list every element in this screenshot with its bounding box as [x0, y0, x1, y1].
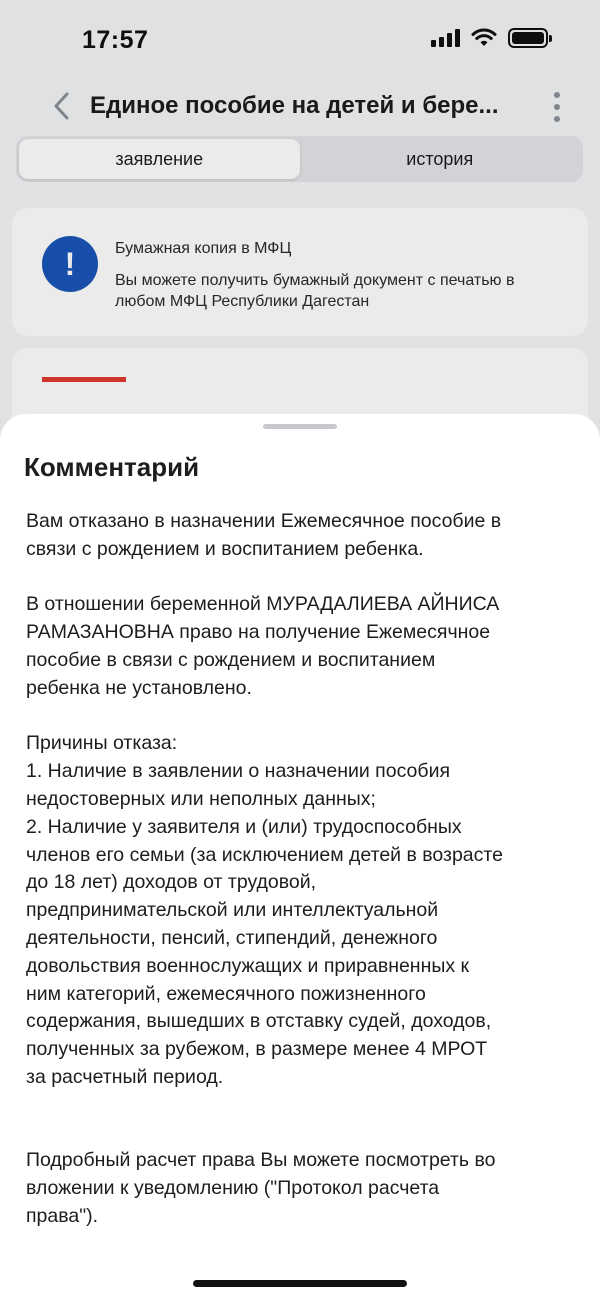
tab-application[interactable]: заявление — [19, 139, 300, 179]
sheet-grabber[interactable] — [263, 424, 337, 429]
comment-body — [26, 508, 586, 1231]
comment-sheet — [0, 414, 600, 1300]
comment-paragraph: Вам отказано в назначении Ежемесячное пособие в связи с рождением и воспитанием ребенка. — [26, 510, 502, 560]
exclamation-icon: ! — [42, 236, 98, 292]
status-time: 17:57 — [82, 26, 149, 54]
info-card-text: Вы можете получить бумажный документ с печатью в любом МФЦ Республики Дагестан — [115, 272, 515, 310]
comment-paragraph: В отношении беременной МУРАДАЛИЕВА АЙНИСА РАМАЗАНОВНА право на получение Ежемесячное пособие в связи с рождением и воспитанием ребенка не установлено. — [26, 593, 500, 699]
info-card-title: Бумажная копия в МФЦ — [115, 240, 292, 257]
tab-history[interactable]: история — [406, 148, 474, 169]
page-title: Единое пособие на детей и бере... — [90, 92, 499, 119]
sheet-title: Комментарий — [24, 452, 200, 482]
comment-paragraph: Причины отказа: 1. Наличие в заявлении о назначении пособия недостоверных или неполных данных; 2. Наличие у заявителя и (или) трудоспособных членов его семьи (за исключением детей в возрасте до 18 лет) доходов от трудовой, предпринимательской или интеллектуальной деятельности, пенсий, стипендий, денежного довольствия военнослужащих и приравненных к ним категорий, ежемесячного пожизненного содержания, вышедших в отставку судей, доходов, полученных за рубежом, в размере менее 4 МРОТ за расчетный период. — [26, 732, 503, 1088]
home-indicator[interactable] — [193, 1280, 407, 1287]
comment-paragraph: Подробный расчет права Вы можете посмотреть во вложении к уведомлению ("Протокол расчета права"). — [26, 1149, 496, 1227]
